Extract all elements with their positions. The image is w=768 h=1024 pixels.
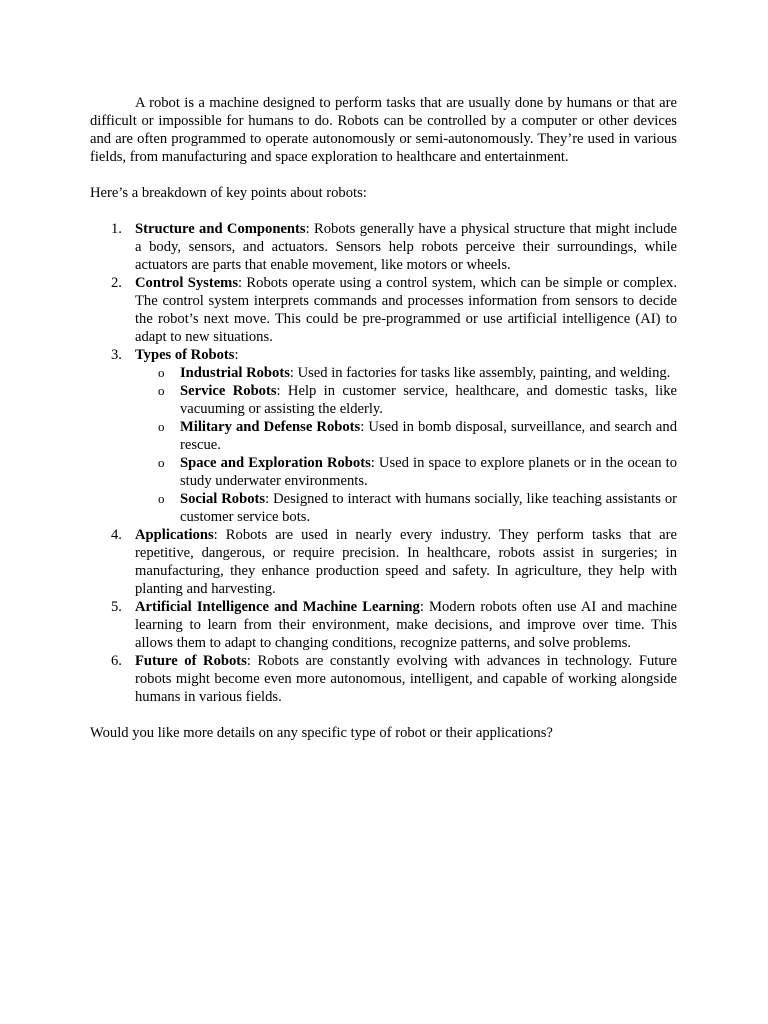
point-term: Structure and Components [135, 221, 306, 237]
sub-list-item [158, 454, 677, 490]
type-text: : Help in customer service, healthcare, and domestic tasks, like vacuuming or assisting the elderly. [180, 383, 677, 417]
bullet-marker: o [158, 455, 165, 470]
sub-list-item [158, 490, 678, 526]
list-item [111, 526, 677, 598]
list-item [111, 220, 677, 274]
list-number: 3. [111, 347, 122, 363]
sub-list-item [158, 418, 678, 454]
type-text: : Used in space to explore planets or in the ocean to study underwater environments. [180, 455, 677, 489]
bullet-marker: o [158, 365, 165, 380]
type-text: : Used in bomb disposal, surveillance, and search and rescue. [180, 419, 678, 453]
list-number: 5. [111, 599, 122, 615]
sub-list-item [158, 364, 677, 382]
point-text: : Robots generally have a physical structure that might include a body, sensors, and actuators. Sensors help robots perceive their surroundings, while actuators are parts that enable movement, like motors or wheels. [135, 221, 677, 273]
point-term: Applications [135, 527, 214, 543]
list-item [111, 274, 677, 346]
closing-question: Would you like more details on any specific type of robot or their applications? [90, 725, 553, 741]
key-points-list [90, 220, 677, 706]
robot-types-list [135, 364, 677, 526]
list-item [111, 652, 677, 706]
point-term: Control Systems [135, 275, 239, 291]
type-term: Service Robots [180, 383, 277, 399]
type-term: Social Robots [180, 491, 266, 507]
sub-list-item [158, 382, 677, 418]
list-item [111, 598, 677, 652]
list-number: 1. [111, 221, 122, 237]
document-page [90, 94, 677, 742]
intro-paragraph: A robot is a machine designed to perform tasks that are usually done by humans or that are difficult or impossible for humans to do. Robots can be controlled by a computer or other devices and are often programmed to operate autonomously or semi-autonomously. They’re used in various fields, from manufacturing and space exploration to healthcare and entertainment. [90, 95, 677, 165]
point-text: : Robots are constantly evolving with advances in technology. Future robots might become even more autonomous, intelligent, and capable of working alongside humans in various fields. [135, 653, 677, 705]
type-text: : Used in factories for tasks like assembly, painting, and welding. [289, 365, 671, 381]
type-term: Space and Exploration Robots [180, 455, 371, 471]
list-number: 6. [111, 653, 122, 669]
list-number: 4. [111, 527, 122, 543]
bullet-marker: o [158, 383, 165, 398]
point-text: : Robots operate using a control system, which can be simple or complex. The control system interprets commands and processes information from sensors to decide the robot’s next move. This could be pre-programmed or use artificial intelligence (AI) to adapt to new situations. [135, 275, 677, 345]
lead-paragraph: Here’s a breakdown of key points about robots: [90, 185, 367, 201]
list-item [111, 346, 678, 526]
type-text: : Designed to interact with humans socially, like teaching assistants or customer service bots. [180, 491, 678, 525]
bullet-marker: o [158, 419, 165, 434]
type-term: Industrial Robots [180, 365, 290, 381]
point-term: Artificial Intelligence and Machine Learning [135, 599, 420, 615]
point-text: : Robots are used in nearly every industry. They perform tasks that are repetitive, dangerous, or require precision. In healthcare, robots assist in surgeries; in manufacturing, they enhance production speed and safety. In agriculture, they help with planting and harvesting. [135, 527, 677, 597]
point-term: Future of Robots [135, 653, 247, 669]
bullet-marker: o [158, 491, 165, 506]
type-term: Military and Defense Robots [180, 419, 361, 435]
point-text: : [234, 347, 239, 363]
point-term: Types of Robots [135, 347, 235, 363]
point-text: : Modern robots often use AI and machine learning to learn from their environment, make decisions, and improve over time. This allows them to adapt to changing conditions, recognize patterns, and solve problems. [135, 599, 677, 651]
list-number: 2. [111, 275, 122, 291]
